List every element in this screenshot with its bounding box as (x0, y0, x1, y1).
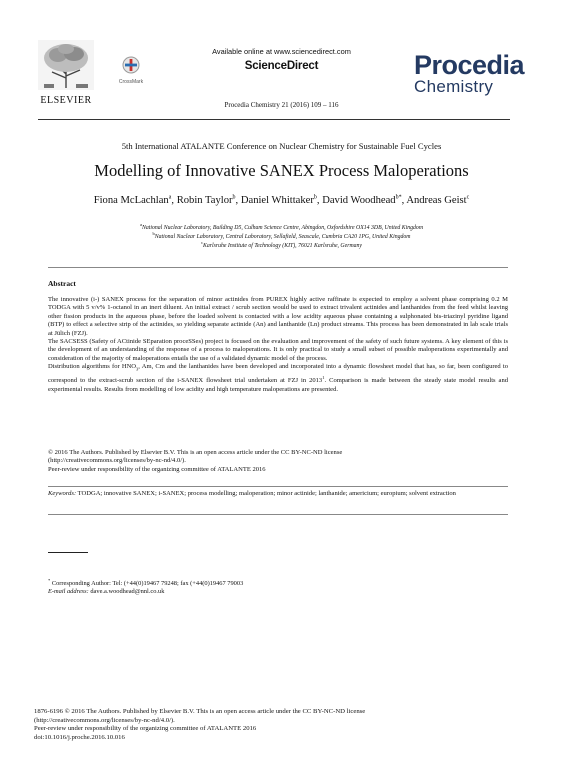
elsevier-wordmark: ELSEVIER (40, 95, 92, 106)
chemistry-wordmark: Chemistry (414, 77, 494, 96)
affiliation: $^c$Karlsruhe Institute of Technology (KIT), 76021 Karlsruhe, Germany (200, 240, 363, 249)
author-list (0, 194, 563, 206)
paper-title: Modelling of Innovative SANEX Process Maloperations (94, 161, 469, 180)
footnote (48, 577, 243, 597)
author: Robin Taylor$^b$, (176, 194, 241, 206)
doi-line[interactable]: doi:10.1016/j.proche.2016.10.016 (34, 733, 125, 741)
procedia-chemistry-logo (414, 52, 534, 95)
author: Fiona McLachlan$^a$, (93, 194, 177, 206)
available-online-text: Available online at www.sciencedirect.com (212, 47, 351, 56)
abstract-body (48, 296, 508, 394)
crossmark-icon (122, 56, 140, 74)
email-line: E-mail address: dave.a.woodhead@nnl.co.uk (48, 588, 165, 596)
author: David Woodhead$^{b*}$, (322, 194, 407, 206)
abstract-heading: Abstract (48, 279, 76, 288)
sciencedirect-wordmark: ScienceDirect (244, 60, 319, 72)
issn-copyright-line: 1876-6196 © 2016 The Authors. Published by Elsevier B.V. This is an open access article under the CC BY-NC-ND license (34, 708, 366, 715)
procedia-wordmark: Procedia (414, 50, 525, 80)
author: Daniel Whittaker$^b$, (240, 194, 323, 206)
bottom-copyright (34, 708, 365, 742)
journal-reference: Procedia Chemistry 21 (2016) 109 – 116 (224, 101, 339, 109)
peer-review-line: Peer-review under responsibility of the organizing committee of ATALANTE 2016 (34, 725, 257, 733)
keywords-list: TODGA; innovative SANEX; i-SANEX; process modelling; maloperation; minor actinide; lanthanide; americium; europium; solvent extraction (76, 490, 456, 497)
affiliation: $^b$National Nuclear Laboratory, Central Laboratory, Sellafield, Seascale, Cumbria CA20 1PG, United Kingdom (152, 231, 411, 240)
crossmark-badge[interactable] (118, 56, 144, 85)
keywords (48, 490, 508, 499)
peer-review-line: Peer-review under responsibility of the organizing committee of ATALANTE 2016 (48, 465, 266, 473)
affiliation: $^a$National Nuclear Laboratory, Building D5, Culham Science Centre, Abingdon, Oxfordshire OX14 3DB, United Kingdom (139, 222, 424, 231)
crossmark-label: CrossMark (118, 79, 144, 85)
abstract-paragraph: The innovative (i-) SANEX process for the separation of minor actinides from PUREX highly active raffinate is expected to employ a solvent phase comprising 0.2 M TODGA with 5 v/v% 1-octanol in an inert diluent. An initial extract / scrub section would be used to extract trivalent actinides and lanthanides from the feed whilst leaving other fission products in the aqueous phase, before the loaded solvent is contacted with a low acidity aqueous phase containing a sulphonated bis-triazinyl pyridine ligand (BTP) to effect a selective strip of the actinides, so yielding separate actinide (An) and lanthanide (Ln) product streams. This process has been demonstrated in lab scale trials at Jülich (FZJ). (48, 296, 508, 337)
license-link[interactable]: (http://creativecommons.org/licenses/by-nc-nd/4.0/). (34, 716, 175, 724)
abstract-top-divider (48, 267, 508, 268)
header-divider (38, 119, 510, 120)
keywords-bottom-divider (48, 514, 508, 515)
keywords-divider (48, 486, 508, 487)
license-line: © 2016 The Authors. Published by Elsevier B.V. This is an open access article under the CC BY-NC-ND license (48, 449, 343, 456)
conference-name: 5th International ATALANTE Conference on Nuclear Chemistry for Sustainable Fuel Cycles (121, 141, 442, 151)
email-address[interactable]: dave.a.woodhead@nnl.co.uk (88, 588, 165, 596)
author: Andreas Geist$^c$ (406, 194, 470, 206)
license-link[interactable]: (http://creativecommons.org/licenses/by-nc-nd/4.0/). (48, 457, 186, 465)
abstract-paragraph: The SACSESS (Safety of ACtinide SEparation proceSSes) project is focused on the evaluation and improvement of the safety of such future systems. A key element of this is the development of an understanding of the response of a process to maloperations. It is only practical to study a small subset of possible maloperations experimentally and consideration of the majority of maloperations entails the use of a validated dynamic model of the process. (48, 338, 508, 362)
footnote-rule (48, 552, 88, 553)
abstract-paragraph: Distribution algorithms for $HNO_3$, Am, Cm and the lanthanides have been developed and incorporated into a dynamic flowsheet model that has, so far, been configured to correspond to the extract-scrub section of the i-SANEX flowsheet trial undertaken at FZJ in 2013$^1$. Comparison is made between the steady state model results and experimental results. Results from modelling of low acidity and high temperature maloperations are presented. (48, 363, 508, 393)
corresponding-author: * Corresponding Author: Tel: (+44(0)19467 79248; fax (+44(0)19467 79003 (48, 578, 244, 588)
license-block (48, 449, 508, 474)
keywords-label: Keywords: (48, 490, 77, 497)
